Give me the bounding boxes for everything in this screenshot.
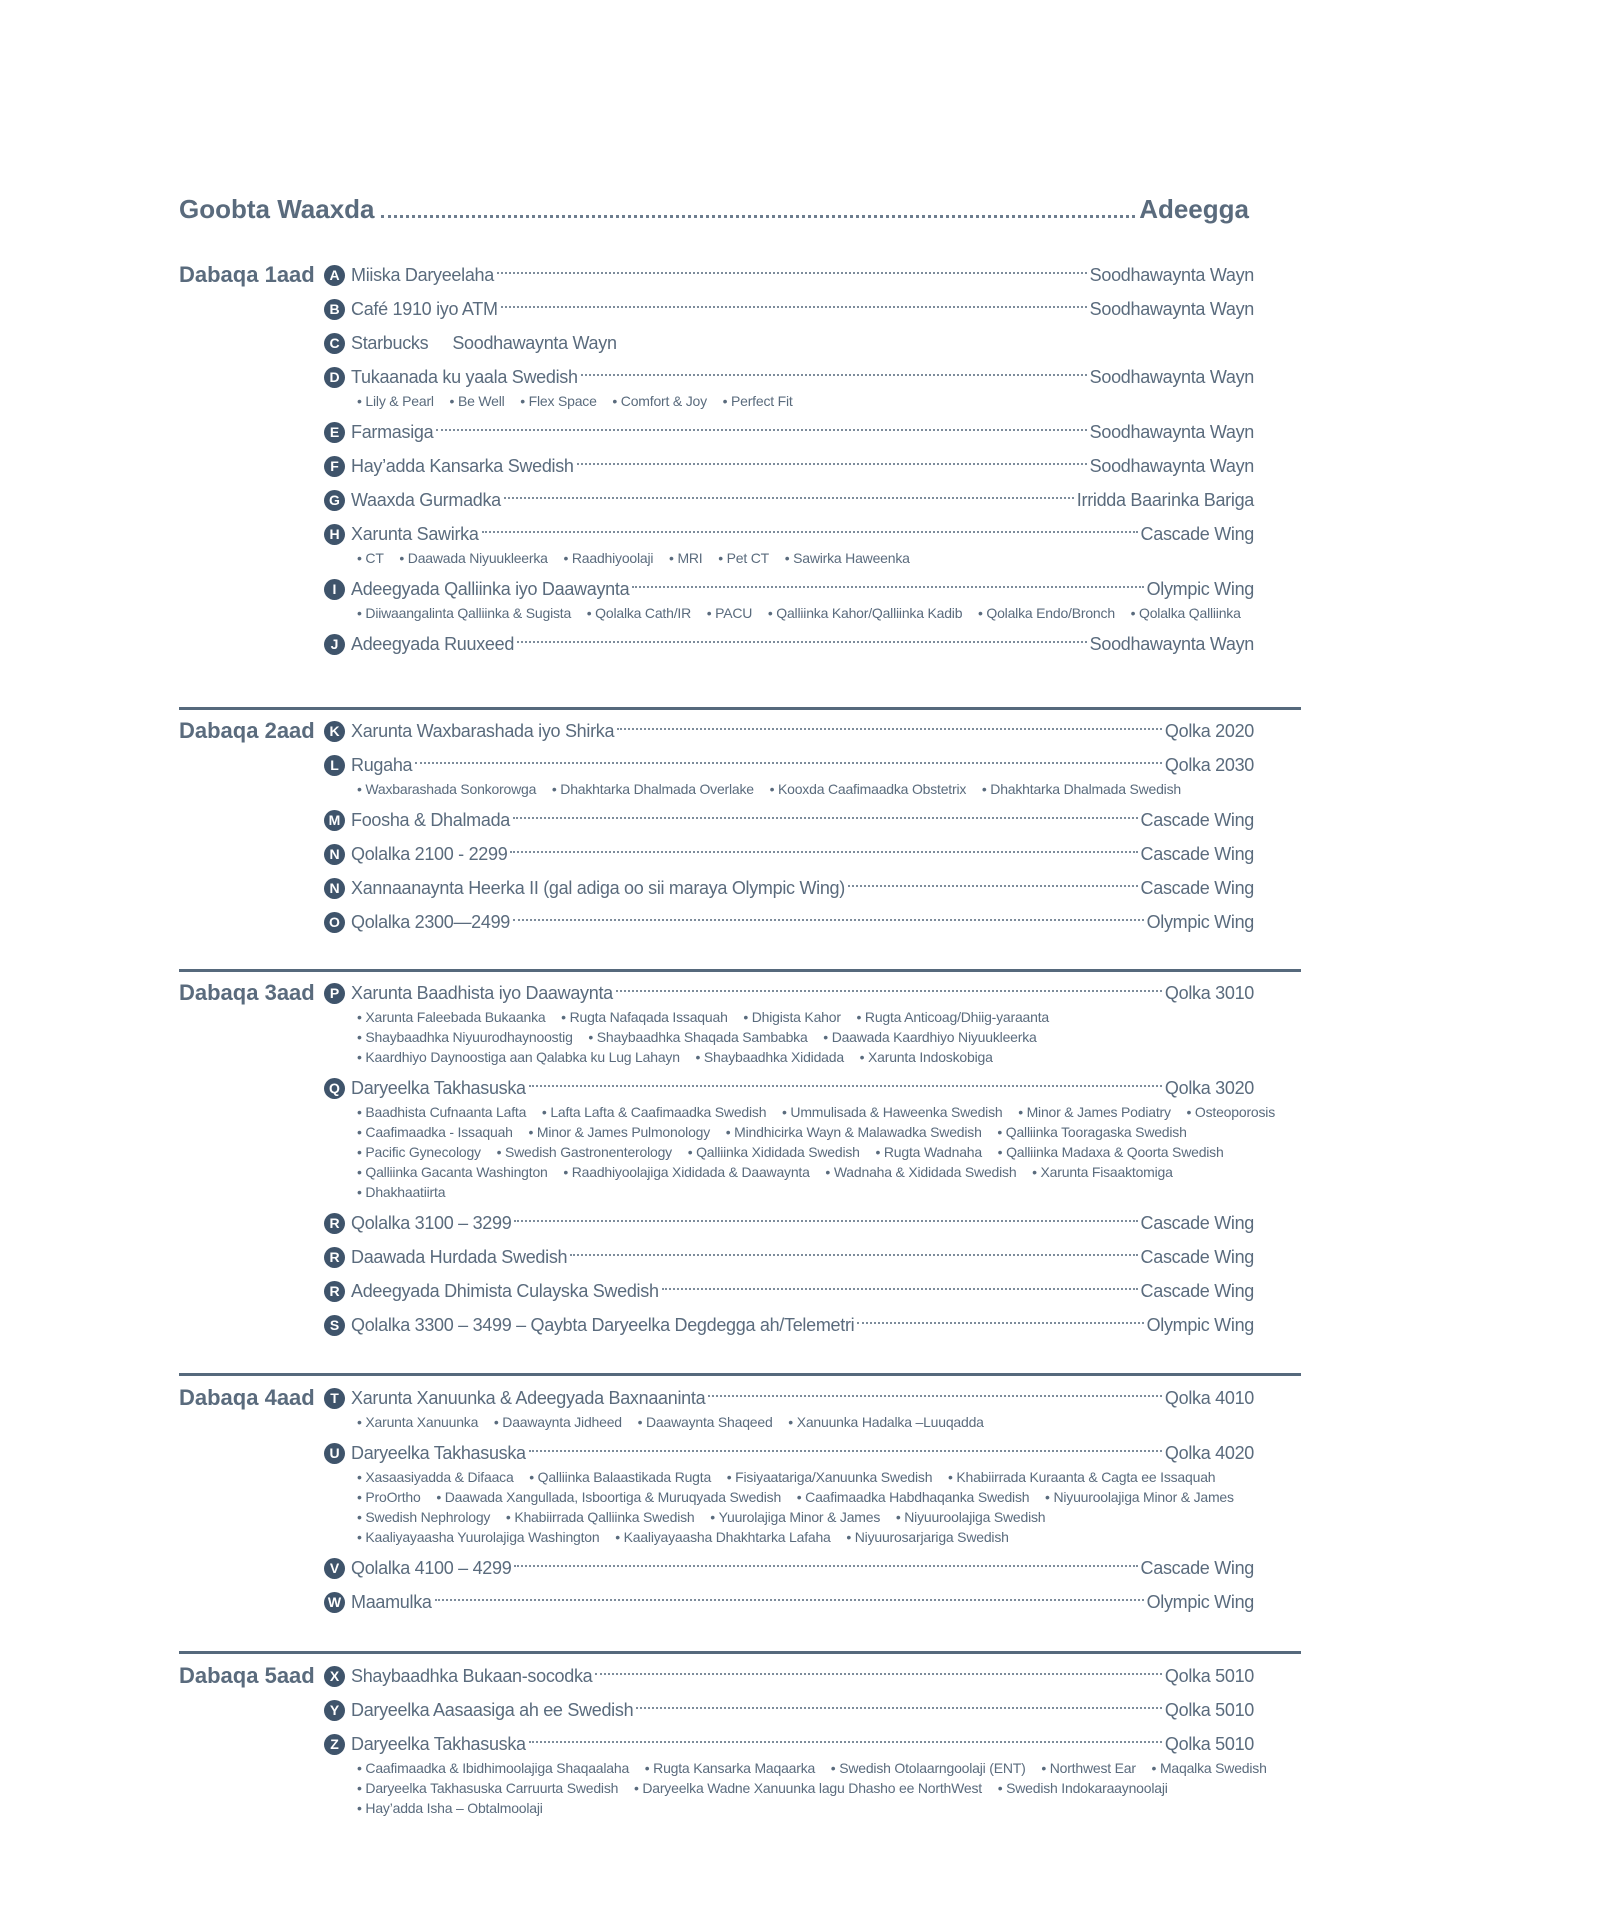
floor-entries xyxy=(324,1663,1267,1826)
leader-dots xyxy=(501,306,1087,308)
leader-dots xyxy=(482,531,1138,533)
map-letter-badge: C xyxy=(324,333,345,354)
department-name: Qolalka 3100 – 3299 xyxy=(351,1212,512,1233)
department-location: Qolka 5010 xyxy=(1164,1733,1254,1754)
entry-row xyxy=(324,1663,1254,1689)
sub-service-item: • Kaaliyayaasha Dhakhtarka Lafaha xyxy=(615,1529,830,1545)
map-letter-badge: Q xyxy=(324,1078,345,1099)
directory-entry xyxy=(324,262,1254,288)
directory-entry xyxy=(324,521,1254,568)
department-name: Tukaanada ku yaala Swedish xyxy=(351,366,578,387)
sub-service-item: • Shaybaadhka Xididada xyxy=(696,1049,844,1065)
sub-service-item: • Fisiyaatariga/Xanuunka Swedish xyxy=(727,1469,933,1485)
sub-service-item: • Caafimaadka Habdhaqanka Swedish xyxy=(797,1489,1030,1505)
directory-entry xyxy=(324,419,1254,445)
leader-dots xyxy=(581,374,1087,376)
sub-service-item: • Northwest Ear xyxy=(1041,1760,1136,1776)
leader-dots xyxy=(514,1565,1137,1567)
floor-divider xyxy=(179,1373,1301,1376)
sub-service-item: • Xarunta Indoskobiga xyxy=(860,1049,993,1065)
floor-divider xyxy=(179,1651,1301,1654)
department-name: Qolalka 2300—2499 xyxy=(351,911,511,932)
directory-entry xyxy=(324,1555,1254,1581)
department-name: Hay’adda Kansarka Swedish xyxy=(351,455,574,476)
department-location: Soodhawaynta Wayn xyxy=(1089,264,1254,285)
department-location: Soodhawaynta Wayn xyxy=(1089,298,1254,319)
sub-service-item: • Hay’adda Isha – Obtalmoolaji xyxy=(357,1800,543,1816)
sub-service-item: • Rugta Anticoag/Dhiig-yaraanta xyxy=(857,1009,1050,1025)
map-letter-badge: S xyxy=(324,1315,345,1336)
floor-entries xyxy=(324,262,1254,665)
sub-service-item: • Swedish Nephrology xyxy=(357,1509,490,1525)
entry-row xyxy=(324,1589,1254,1615)
sub-services-list xyxy=(357,1102,1287,1202)
department-name: Xannaanaynta Heerka II (gal adiga oo sii maraya Olympic Wing) xyxy=(351,877,845,898)
entry-row xyxy=(324,807,1254,833)
sub-service-item: • Kooxda Caafimaadka Obstetrix xyxy=(770,781,967,797)
entry-row xyxy=(324,1075,1254,1101)
sub-service-item: • Baadhista Cufnaanta Lafta xyxy=(357,1104,526,1120)
entry-row xyxy=(324,909,1254,935)
sub-service-item: • Perfect Fit xyxy=(723,393,793,409)
sub-service-item: • Qalliinka Madaxa & Qoorta Swedish xyxy=(998,1144,1224,1160)
sub-service-item: • Qolalka Qalliinka xyxy=(1131,605,1241,621)
leader-dots xyxy=(504,497,1074,499)
department-location: Cascade Wing xyxy=(1140,523,1254,544)
entry-row xyxy=(324,1731,1254,1757)
department-name: Foosha & Dhalmada xyxy=(351,809,510,830)
department-location: Soodhawaynta Wayn xyxy=(1089,455,1254,476)
leader-dots xyxy=(510,851,1137,853)
sub-service-item: • Rugta Kansarka Maqaarka xyxy=(645,1760,815,1776)
department-name: Daryeelka Aasaasiga ah ee Swedish xyxy=(351,1699,634,1720)
sub-services-list xyxy=(357,779,1287,799)
map-letter-badge: T xyxy=(324,1388,345,1409)
directory-entry xyxy=(324,752,1254,799)
directory-entry xyxy=(324,631,1254,657)
sub-service-item: • Dhakhtarka Dhalmada Swedish xyxy=(982,781,1181,797)
map-letter-badge: N xyxy=(324,844,345,865)
floor-title: Dabaqa 4aad xyxy=(179,1385,315,1410)
sub-services-list xyxy=(357,1412,1287,1432)
department-name: Café 1910 iyo ATM xyxy=(351,298,498,319)
sub-service-item: • Lafta Lafta & Caafimaadka Swedish xyxy=(542,1104,766,1120)
sub-services-list xyxy=(357,391,1287,411)
sub-service-item: • Lily & Pearl xyxy=(357,393,434,409)
floor-entries xyxy=(324,980,1276,1346)
leader-dots xyxy=(632,586,1143,588)
sub-service-item: • Khabiirrada Qalliinka Swedish xyxy=(506,1509,695,1525)
sub-service-item: • Qolalka Cath/IR xyxy=(587,605,691,621)
sub-service-item: • ProOrtho xyxy=(357,1489,421,1505)
leader-dots xyxy=(662,1288,1138,1290)
sub-service-item: • Dhigista Kahor xyxy=(743,1009,840,1025)
leader-dots xyxy=(436,429,1086,431)
leader-dots xyxy=(636,1707,1162,1709)
directory-entry xyxy=(324,364,1254,411)
sub-service-item: • Swedish Otolaarngoolaji (ENT) xyxy=(831,1760,1026,1776)
leader-dots xyxy=(570,1254,1137,1256)
sub-service-item: • Xarunta Faleebada Bukaanka xyxy=(357,1009,545,1025)
directory-entry xyxy=(324,487,1254,513)
sub-service-item: • PACU xyxy=(707,605,752,621)
entry-row xyxy=(324,487,1254,513)
department-name: Starbucks xyxy=(351,332,429,353)
sub-service-item: • MRI xyxy=(669,550,702,566)
department-name: Miiska Daryeelaha xyxy=(351,264,494,285)
entry-row xyxy=(324,841,1254,867)
sub-service-item: • Xanuunka Hadalka –Luuqadda xyxy=(788,1414,983,1430)
department-name: Qolalka 4100 – 4299 xyxy=(351,1557,512,1578)
sub-service-item: • Niyuurosarjariga Swedish xyxy=(846,1529,1008,1545)
sub-service-item: • Flex Space xyxy=(520,393,596,409)
leader-dots xyxy=(513,817,1138,819)
department-name: Daawada Hurdada Swedish xyxy=(351,1246,568,1267)
entry-row xyxy=(324,419,1254,445)
directory-entry xyxy=(324,875,1254,901)
department-location: Qolka 3020 xyxy=(1164,1077,1254,1098)
directory-entry xyxy=(324,453,1254,479)
department-location: Cascade Wing xyxy=(1140,843,1254,864)
map-letter-badge: M xyxy=(324,810,345,831)
department-location: Olympic Wing xyxy=(1146,911,1254,932)
map-letter-badge: Z xyxy=(324,1734,345,1755)
header-department-label: Goobta Waaxda xyxy=(179,194,375,224)
map-letter-badge: I xyxy=(324,579,345,600)
department-location: Qolka 4010 xyxy=(1164,1387,1254,1408)
floor-title: Dabaqa 1aad xyxy=(179,262,315,287)
sub-service-item: • Niyuuroolajiga Minor & James xyxy=(1045,1489,1234,1505)
directory-entry xyxy=(324,909,1254,935)
department-name: Rugaha xyxy=(351,754,413,775)
floor-title: Dabaqa 5aad xyxy=(179,1663,315,1688)
leader-dots xyxy=(577,463,1087,465)
sub-service-item: • Caafimaadka & Ibidhimoolajiga Shaqaalaha xyxy=(357,1760,629,1776)
directory-entry xyxy=(324,1731,1267,1818)
department-name: Qolalka 2100 - 2299 xyxy=(351,843,508,864)
sub-service-item: • Minor & James Pulmonology xyxy=(528,1124,710,1140)
sub-service-item: • Xasaasiyadda & Difaaca xyxy=(357,1469,514,1485)
leader-dots xyxy=(529,1085,1162,1087)
floor-divider xyxy=(179,707,1301,710)
sub-service-item: • Mindhicirka Wayn & Malawadka Swedish xyxy=(726,1124,982,1140)
entry-row xyxy=(324,1555,1254,1581)
sub-service-item: • Daawaynta Jidheed xyxy=(494,1414,622,1430)
sub-service-item: • Raadhiyoolajiga Xididada & Daawaynta xyxy=(563,1164,809,1180)
department-location: Irridda Baarinka Bariga xyxy=(1076,489,1254,510)
directory-entry xyxy=(324,1663,1254,1689)
sub-service-item: • Be Well xyxy=(450,393,505,409)
map-letter-badge: L xyxy=(324,755,345,776)
entry-row xyxy=(324,980,1254,1006)
department-location: Qolka 5010 xyxy=(1164,1665,1254,1686)
department-location: Cascade Wing xyxy=(1140,809,1254,830)
sub-service-item: • Rugta Nafaqada Issaquah xyxy=(561,1009,727,1025)
floor-divider xyxy=(179,969,1301,972)
department-location: Qolka 5010 xyxy=(1164,1699,1254,1720)
sub-service-item: • Khabiirrada Kuraanta & Cagta ee Issaquah xyxy=(948,1469,1215,1485)
directory-entry xyxy=(324,1278,1254,1304)
entry-row xyxy=(324,364,1254,390)
map-letter-badge: Y xyxy=(324,1700,345,1721)
entry-row xyxy=(324,1697,1254,1723)
map-letter-badge: R xyxy=(324,1281,345,1302)
leader-dots xyxy=(529,1450,1162,1452)
department-name: Xarunta Sawirka xyxy=(351,523,479,544)
map-letter-badge: R xyxy=(324,1247,345,1268)
department-name: Waaxda Gurmadka xyxy=(351,489,501,510)
map-letter-badge: H xyxy=(324,524,345,545)
header-service-label: Adeegga xyxy=(1139,194,1249,224)
sub-service-item: • Osteoporosis xyxy=(1187,1104,1276,1120)
sub-service-item: • Qalliinka Balaastikada Rugta xyxy=(529,1469,711,1485)
directory-entry xyxy=(324,1385,1254,1432)
directory-entry xyxy=(324,718,1254,744)
sub-service-item: • CT xyxy=(357,550,384,566)
department-location: Cascade Wing xyxy=(1140,1280,1254,1301)
directory-entry xyxy=(324,1210,1254,1236)
department-location: Qolka 4020 xyxy=(1164,1442,1254,1463)
entry-row xyxy=(324,718,1254,744)
sub-service-item: • Daawada Niyuukleerka xyxy=(399,550,547,566)
directory-entry xyxy=(324,1440,1254,1547)
sub-service-item: • Sawirka Haweenka xyxy=(785,550,910,566)
leader-dots xyxy=(415,762,1162,764)
directory-entry xyxy=(324,1075,1276,1202)
department-location: Soodhawaynta Wayn xyxy=(1089,366,1254,387)
leader-dots xyxy=(595,1673,1162,1675)
sub-service-item: • Caafimaadka - Issaquah xyxy=(357,1124,513,1140)
department-location: Cascade Wing xyxy=(1140,877,1254,898)
map-letter-badge: J xyxy=(324,634,345,655)
directory-entry xyxy=(324,576,1254,623)
floor-title: Dabaqa 3aad xyxy=(179,980,315,1005)
sub-service-item: • Wadnaha & Xididada Swedish xyxy=(825,1164,1016,1180)
sub-service-item: • Swedish Indokaraaynoolaji xyxy=(998,1780,1168,1796)
department-location: Olympic Wing xyxy=(1146,578,1254,599)
directory-entry xyxy=(324,841,1254,867)
leader-dots xyxy=(708,1395,1162,1397)
sub-service-item: • Swedish Gastronenterology xyxy=(497,1144,672,1160)
map-letter-badge: P xyxy=(324,983,345,1004)
sub-service-item: • Xarunta Fisaaktomiga xyxy=(1032,1164,1173,1180)
sub-service-item: • Waxbarashada Sonkorowga xyxy=(357,781,536,797)
sub-service-item: • Dhakhaatiirta xyxy=(357,1184,445,1200)
sub-services-list xyxy=(357,1007,1287,1067)
directory-entry xyxy=(324,1312,1254,1338)
sub-service-item: • Dhakhtarka Dhalmada Overlake xyxy=(552,781,754,797)
entry-row xyxy=(324,330,1254,356)
sub-services-list xyxy=(357,1758,1287,1818)
department-location: Qolka 3010 xyxy=(1164,982,1254,1003)
sub-service-item: • Maqalka Swedish xyxy=(1152,1760,1267,1776)
department-name: Xarunta Waxbarashada iyo Shirka xyxy=(351,720,615,741)
map-letter-badge: K xyxy=(324,721,345,742)
leader-dots xyxy=(497,272,1087,274)
sub-service-item: • Qalliinka Xididada Swedish xyxy=(688,1144,860,1160)
department-location: Cascade Wing xyxy=(1140,1212,1254,1233)
department-location: Cascade Wing xyxy=(1140,1557,1254,1578)
department-location: Soodhawaynta Wayn xyxy=(1089,633,1254,654)
map-letter-badge: A xyxy=(324,265,345,286)
department-location: Soodhawaynta Wayn xyxy=(1089,421,1254,442)
directory-entry xyxy=(324,1697,1254,1723)
floor-title: Dabaqa 2aad xyxy=(179,718,315,743)
map-letter-badge: R xyxy=(324,1213,345,1234)
sub-services-list xyxy=(357,1467,1287,1547)
sub-services-list xyxy=(357,603,1287,623)
sub-service-item: • Qolalka Endo/Bronch xyxy=(978,605,1115,621)
leader-dots xyxy=(513,919,1144,921)
department-name: Farmasiga xyxy=(351,421,434,442)
sub-service-item: • Daawaynta Shaqeed xyxy=(638,1414,773,1430)
sub-service-item: • Rugta Wadnaha xyxy=(875,1144,981,1160)
department-name: Qolalka 3300 – 3499 – Qaybta Daryeelka Degdegga ah/Telemetri xyxy=(351,1314,855,1335)
entry-row xyxy=(324,1244,1254,1270)
map-letter-badge: N xyxy=(324,878,345,899)
entry-row xyxy=(324,1385,1254,1411)
map-letter-badge: D xyxy=(324,367,345,388)
department-location: Olympic Wing xyxy=(1146,1591,1254,1612)
entry-row xyxy=(324,1440,1254,1466)
directory-entry xyxy=(324,1589,1254,1615)
sub-service-item: • Ummulisada & Haweenka Swedish xyxy=(782,1104,1002,1120)
map-letter-badge: U xyxy=(324,1443,345,1464)
map-letter-badge: O xyxy=(324,912,345,933)
floor-entries xyxy=(324,1385,1254,1623)
department-name: Daryeelka Takhasuska xyxy=(351,1077,526,1098)
map-letter-badge: F xyxy=(324,456,345,477)
sub-service-item: • Minor & James Podiatry xyxy=(1018,1104,1171,1120)
entry-row xyxy=(324,1312,1254,1338)
map-letter-badge: V xyxy=(324,1558,345,1579)
sub-services-list xyxy=(357,548,1287,568)
leader-dots xyxy=(529,1741,1162,1743)
department-name: Adeegyada Qalliinka iyo Daawaynta xyxy=(351,578,630,599)
floor-entries xyxy=(324,718,1254,943)
directory-header xyxy=(179,194,1249,225)
directory-entry xyxy=(324,296,1254,322)
sub-service-item: • Daawada Kaardhiyo Niyuukleerka xyxy=(823,1029,1036,1045)
department-name: Xarunta Xanuunka & Adeegyada Baxnaaninta xyxy=(351,1387,706,1408)
entry-row xyxy=(324,875,1254,901)
entry-row xyxy=(324,262,1254,288)
sub-service-item: • Raadhiyoolaji xyxy=(563,550,653,566)
map-letter-badge: W xyxy=(324,1592,345,1613)
entry-row xyxy=(324,296,1254,322)
map-letter-badge: X xyxy=(324,1666,345,1687)
sub-service-item: • Daawada Xangullada, Isboortiga & Muruqyada Swedish xyxy=(436,1489,781,1505)
sub-service-item: • Diiwaangalinta Qalliinka & Sugista xyxy=(357,605,571,621)
leader-dots xyxy=(514,1220,1137,1222)
sub-service-item: • Qalliinka Gacanta Washington xyxy=(357,1164,548,1180)
sub-service-item: • Kaardhiyo Daynoostiga aan Qalabka ku Lug Lahayn xyxy=(357,1049,680,1065)
header-leader-dots xyxy=(381,215,1136,218)
sub-service-item: • Daryeelka Wadne Xanuunka lagu Dhasho ee NorthWest xyxy=(634,1780,982,1796)
sub-service-item: • Daryeelka Takhasuska Carruurta Swedish xyxy=(357,1780,618,1796)
sub-service-item: • Xarunta Xanuunka xyxy=(357,1414,478,1430)
sub-service-item: • Niyuuroolajiga Swedish xyxy=(896,1509,1046,1525)
directory-entry xyxy=(324,807,1254,833)
entry-row xyxy=(324,1210,1254,1236)
sub-service-item: • Shaybaadhka Shaqada Sambabka xyxy=(588,1029,807,1045)
department-name: Daryeelka Takhasuska xyxy=(351,1442,526,1463)
entry-row xyxy=(324,453,1254,479)
map-letter-badge: E xyxy=(324,422,345,443)
department-location: Qolka 2020 xyxy=(1164,720,1254,741)
sub-service-item: • Qalliinka Kahor/Qalliinka Kadib xyxy=(768,605,962,621)
entry-row xyxy=(324,752,1254,778)
directory-entry xyxy=(324,330,1254,356)
sub-service-item: • Kaaliyayaasha Yuurolajiga Washington xyxy=(357,1529,599,1545)
sub-service-item: • Qalliinka Tooragaska Swedish xyxy=(997,1124,1186,1140)
department-name: Maamulka xyxy=(351,1591,432,1612)
leader-dots xyxy=(435,1599,1144,1601)
department-name: Adeegyada Ruuxeed xyxy=(351,633,515,654)
entry-row xyxy=(324,631,1254,657)
department-name: Shaybaadhka Bukaan-socodka xyxy=(351,1665,593,1686)
sub-service-item: • Comfort & Joy xyxy=(612,393,707,409)
department-location: Cascade Wing xyxy=(1140,1246,1254,1267)
sub-service-item: • Pacific Gynecology xyxy=(357,1144,481,1160)
entry-row xyxy=(324,1278,1254,1304)
leader-dots xyxy=(517,641,1087,643)
directory-entry xyxy=(324,980,1254,1067)
department-location: Qolka 2030 xyxy=(1164,754,1254,775)
department-location: Olympic Wing xyxy=(1146,1314,1254,1335)
map-letter-badge: G xyxy=(324,490,345,511)
directory-entry xyxy=(324,1244,1254,1270)
entry-row xyxy=(324,576,1254,602)
map-letter-badge: B xyxy=(324,299,345,320)
leader-dots xyxy=(617,728,1162,730)
department-name: Daryeelka Takhasuska xyxy=(351,1733,526,1754)
department-name: Xarunta Baadhista iyo Daawaynta xyxy=(351,982,613,1003)
department-location: Soodhawaynta Wayn xyxy=(452,332,617,353)
leader-dots xyxy=(848,885,1138,887)
sub-service-item: • Shaybaadhka Niyuurodhaynoostig xyxy=(357,1029,573,1045)
entry-row xyxy=(324,521,1254,547)
leader-dots xyxy=(616,990,1162,992)
leader-dots xyxy=(857,1322,1143,1324)
sub-service-item: • Pet CT xyxy=(718,550,769,566)
sub-service-item: • Yuurolajiga Minor & James xyxy=(710,1509,880,1525)
department-name: Adeegyada Dhimista Culayska Swedish xyxy=(351,1280,659,1301)
